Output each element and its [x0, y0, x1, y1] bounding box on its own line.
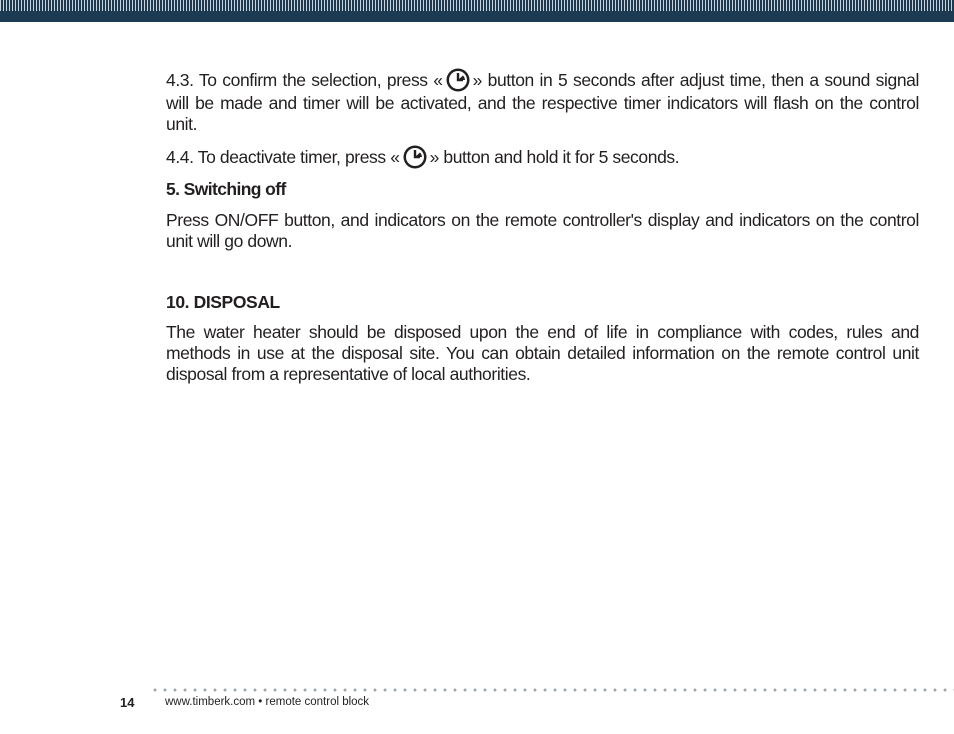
paragraph-switching-off: Press ON/OFF button, and indicators on the remote controller's display and indicators on the control unit will go down. [166, 210, 919, 251]
heading-disposal: 10. DISPOSAL [166, 292, 280, 312]
header-stripe-pattern [0, 0, 954, 11]
timer-clock-icon [445, 67, 471, 93]
page-number: 14 [120, 695, 135, 710]
paragraph-4-3-suffix: » button in 5 seconds after adjust time, then a sound signal will be made and timer will be activated, and the respective timer indicators will flash on the control unit. [166, 70, 919, 134]
footer-text: www.timberk.com • remote control block [165, 696, 370, 708]
footer-dotted-rule [150, 688, 954, 692]
page-content [166, 67, 919, 385]
paragraph-4-4-suffix: » button and hold it for 5 seconds. [429, 147, 680, 167]
paragraph-4-3 [166, 67, 919, 135]
heading-switching-off: 5. Switching off [166, 179, 286, 199]
paragraph-4-4 [166, 144, 919, 170]
timer-clock-icon [402, 144, 428, 170]
header-bar [0, 0, 954, 22]
paragraph-disposal: The water heater should be disposed upon the end of life in compliance with codes, rules and methods in use at the disposal site. You can obtain detailed information on the remote control unit disposal from a representative of local authorities. [166, 322, 919, 384]
paragraph-4-3-prefix: 4.3. To confirm the selection, press « [166, 70, 443, 90]
paragraph-4-4-prefix: 4.4. To deactivate timer, press « [166, 147, 400, 167]
